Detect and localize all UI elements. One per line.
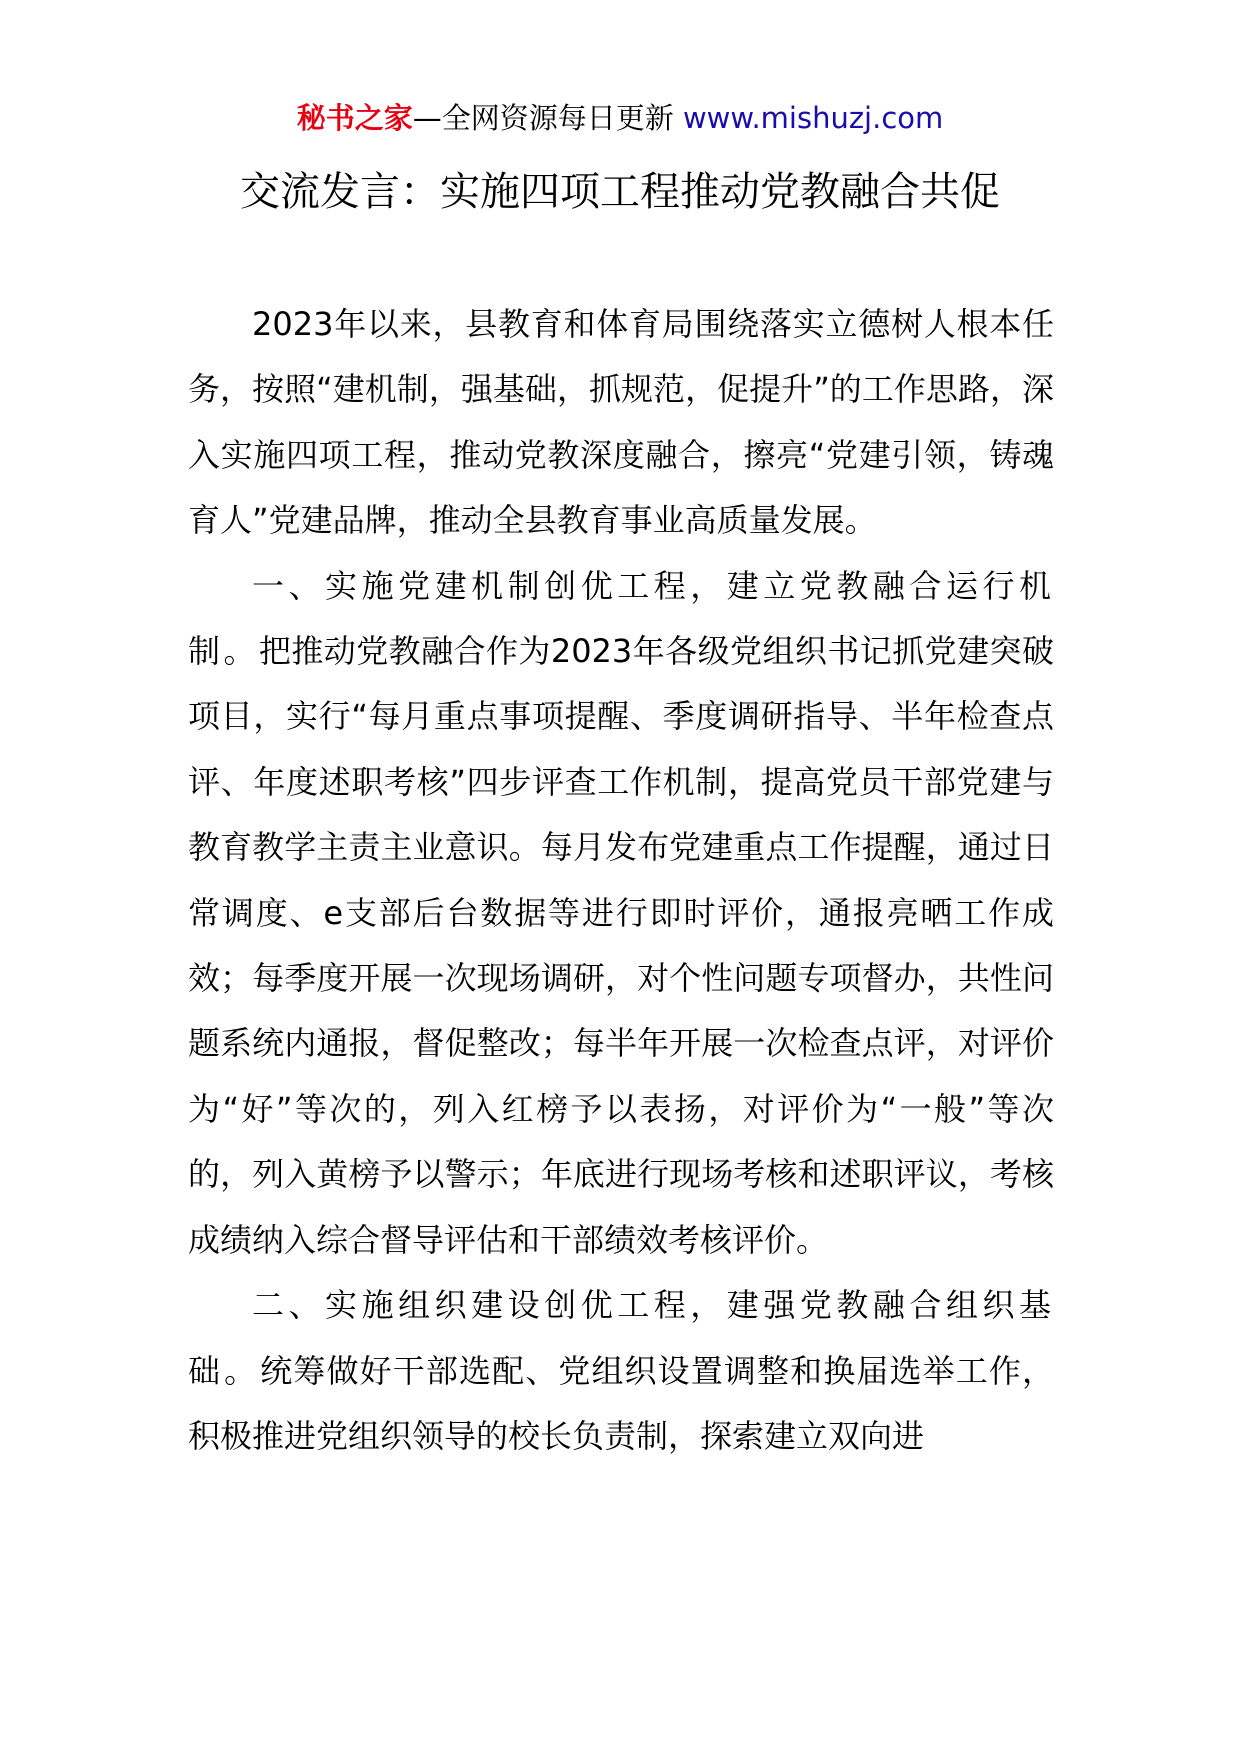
paragraph-intro: [188, 292, 1054, 554]
document-body: [188, 292, 1054, 1469]
site-tagline: —全网资源每日更新: [412, 101, 674, 135]
paragraph-section-1: [188, 554, 1054, 1273]
paragraph-text: 2023年以来，县教育和体育局围绕落实立德树人根本任务，按照“建机制，强基础，抓规范，促提升”的工作思路，深入实施四项工程，推动党教深度融合，擦亮“党建引领，铸魂育人”党建品牌，推动全县教育事业高质量发展。: [188, 305, 1054, 540]
paragraph-section-2: [188, 1273, 1054, 1469]
site-header: [0, 98, 1240, 138]
section-heading: 二、实施组织建设创优工程，建强党教融合组织基础。: [188, 1286, 1054, 1390]
section-heading: 一、实施党建机制创优工程，建立党教融合运行机制。: [188, 566, 1054, 671]
paragraph-text: 把推动党教融合作为2023年各级党组织书记抓党建突破项目，实行“每月重点事项提醒、季度调研指导、半年检查点评、年度述职考核”四步评查工作机制，提高党员干部党建与教育教学主责主业意识。每月发布党建重点工作提醒，通过日常调度、e支部后台数据等进行即时评价，通报亮晒工作成效；每季度开展一次现场调研，对个性问题专项督办，共性问题系统内通报，督促整改；每半年开展一次检查点评，对评价为“好”等次的，列入红榜予以表扬，对评价为“一般”等次的，列入黄榜予以警示；年底进行现场考核和述职评议，考核成绩纳入综合督导评估和干部绩效考核评价。: [188, 632, 1054, 1259]
paragraph-text: 统筹做好干部选配、党组织设置调整和换届选举工作，积极推进党组织领导的校长负责制，探索建立双向进: [188, 1351, 1054, 1455]
site-url-link[interactable]: www.mishuzj.com: [682, 101, 944, 135]
document-title: 交流发言：实施四项工程推动党教融合共促: [240, 169, 1000, 215]
site-brand: 秘书之家: [296, 101, 413, 135]
